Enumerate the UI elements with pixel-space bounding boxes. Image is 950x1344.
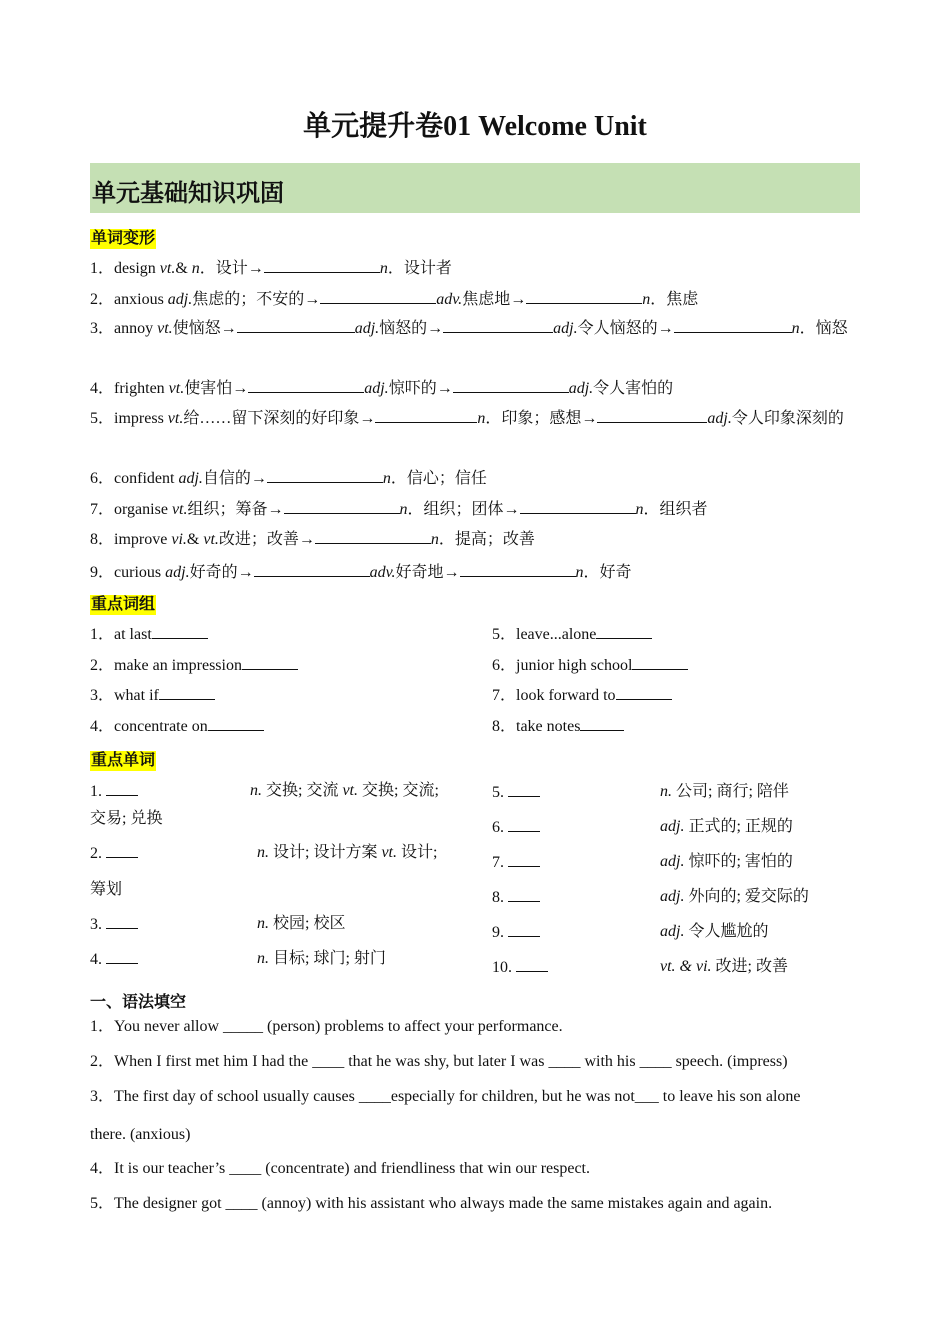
key-word-definition: vt. & vi. 改进; 改善 <box>660 958 788 975</box>
answer-blank[interactable] <box>106 949 138 964</box>
answer-blank[interactable] <box>208 716 264 731</box>
word-form-item: 7．organise vt.组织；筹备→ n．组织；团体→ n．组织者 <box>90 501 708 518</box>
key-word-definition-cont: 筹划 <box>90 881 123 898</box>
word-form-item: 8．improve vi.& vt.改进；改善→ n．提高；改善 <box>90 531 535 548</box>
answer-blank[interactable] <box>516 957 548 972</box>
answer-blank[interactable] <box>508 887 540 902</box>
key-word-definition: adj. 外向的; 爱交际的 <box>660 888 809 905</box>
answer-blank[interactable] <box>242 655 298 670</box>
answer-blank[interactable] <box>580 716 624 731</box>
answer-blank[interactable] <box>443 318 553 333</box>
key-word-item: 7. <box>492 852 540 873</box>
key-words-label: 重点单词 <box>91 752 156 769</box>
grammar-item-cont: there. (anxious) <box>90 1126 191 1143</box>
phrase-item: 8．take notes <box>492 716 624 737</box>
phrase-item: 2．make an impression <box>90 655 860 676</box>
key-word-definition-cont: 交易; 兑换 <box>90 810 163 827</box>
answer-blank[interactable] <box>159 685 215 700</box>
answer-blank[interactable] <box>248 378 364 393</box>
answer-blank[interactable]: ____ <box>548 1053 581 1070</box>
grammar-item: 4．It is our teacher’s ____ (concentrate) and friendliness that win our respect. <box>90 1160 590 1177</box>
banner-text: 单元基础知识巩固 <box>92 181 284 207</box>
word-form-item: 3．annoy vt.使恼怒→ adj.恼怒的→ adj.令人恼怒的→ n．恼怒 <box>90 320 848 337</box>
answer-blank[interactable] <box>460 562 576 577</box>
grammar-item: 5．The designer got ____ (annoy) with his assistant who always made the same mistakes again and again. <box>90 1195 773 1212</box>
phrase-item: 7．look forward to <box>492 685 672 706</box>
key-word-definition: adj. 令人尴尬的 <box>660 923 769 940</box>
key-word-definition: adj. 正式的; 正规的 <box>660 818 793 835</box>
answer-blank[interactable] <box>267 468 383 483</box>
answer-blank[interactable] <box>254 562 370 577</box>
key-word-definition: n. 目标; 球门; 射门 <box>257 950 386 967</box>
page-title: 单元提升卷01 Welcome Unit <box>303 111 647 142</box>
section-banner <box>90 163 860 213</box>
grammar-section-heading: 一、语法填空 <box>90 994 187 1011</box>
answer-blank[interactable] <box>508 782 540 797</box>
word-form-item: 2．anxious adj.焦虑的；不安的→ adv.焦虑地→ n．焦虑 <box>90 291 699 308</box>
answer-blank[interactable] <box>320 289 436 304</box>
word-form-item: 9．curious adj.好奇的→ adv.好奇地→ n．好奇 <box>90 564 632 581</box>
answer-blank[interactable] <box>264 258 380 273</box>
answer-blank[interactable]: _____ <box>223 1018 264 1035</box>
answer-blank[interactable] <box>596 624 652 639</box>
answer-blank[interactable] <box>508 817 540 832</box>
answer-blank[interactable]: ____ <box>639 1053 672 1070</box>
answer-blank[interactable] <box>152 624 208 639</box>
answer-blank[interactable] <box>674 318 792 333</box>
answer-blank[interactable] <box>520 499 636 514</box>
word-form-item: 4．frighten vt.使害怕→ adj.惊吓的→ adj.令人害怕的 <box>90 380 674 397</box>
answer-blank[interactable]: ____ <box>229 1160 262 1177</box>
key-word-definition: n. 公司; 商行; 陪伴 <box>660 783 789 800</box>
key-word-item: 10. <box>492 957 548 978</box>
key-word-item: 3. <box>90 914 138 935</box>
answer-blank[interactable] <box>375 408 477 423</box>
key-word-item: 2. <box>90 843 138 864</box>
key-word-definition: adj. 惊吓的; 害怕的 <box>660 853 793 870</box>
key-word-item: 9. <box>492 922 540 943</box>
phrase-item: 6．junior high school <box>492 655 688 676</box>
word-form-item: 5．impress vt.给……留下深刻的好印象→ n．印象；感想→ adj.令人印象深刻的 <box>90 410 844 427</box>
answer-blank[interactable] <box>632 655 688 670</box>
answer-blank[interactable] <box>508 922 540 937</box>
answer-blank[interactable] <box>315 529 431 544</box>
answer-blank[interactable] <box>106 914 138 929</box>
key-word-item: 8. <box>492 887 540 908</box>
word-forms-label: 单词变形 <box>91 230 156 247</box>
answer-blank[interactable] <box>453 378 569 393</box>
answer-blank[interactable] <box>508 852 540 867</box>
phrase-item: 3．what if <box>90 685 860 706</box>
phrase-item: 5．leave...alone <box>492 624 652 645</box>
key-word-definition: n. 校园; 校区 <box>257 915 346 932</box>
answer-blank[interactable] <box>526 289 642 304</box>
phrase-item: 4．concentrate on <box>90 716 860 737</box>
answer-blank[interactable]: ____ <box>358 1088 391 1105</box>
answer-blank[interactable] <box>106 781 138 796</box>
answer-blank[interactable]: ____ <box>312 1053 345 1070</box>
key-word-item: 6. <box>492 817 540 838</box>
answer-blank[interactable] <box>106 843 138 858</box>
key-word-item: 1. <box>90 781 138 802</box>
grammar-item: 2．When I first met him I had the ____ that he was shy, but later I was ____ with his ____ speech. (impress) <box>90 1053 788 1070</box>
grammar-item: 3．The first day of school usually causes ____especially for children, but he was not___ to leave his son alone <box>90 1088 801 1105</box>
answer-blank[interactable] <box>237 318 355 333</box>
answer-blank[interactable]: ____ <box>225 1195 258 1212</box>
key-word-definition: n. 设计; 设计方案 vt. 设计; <box>257 844 438 861</box>
key-word-item: 4. <box>90 949 138 970</box>
phrases-label: 重点词组 <box>91 596 156 613</box>
answer-blank[interactable] <box>616 685 672 700</box>
answer-blank[interactable] <box>597 408 707 423</box>
grammar-item: 1．You never allow _____ (person) problems to affect your performance. <box>90 1018 563 1035</box>
answer-blank[interactable] <box>284 499 400 514</box>
key-word-item: 5. <box>492 782 540 803</box>
word-form-item: 1．design vt.& n．设计→ n．设计者 <box>90 260 452 277</box>
key-word-definition: n. 交换; 交流 vt. 交换; 交流; <box>250 782 439 799</box>
answer-blank[interactable]: ___ <box>634 1088 659 1105</box>
word-form-item: 6．confident adj.自信的→ n．信心；信任 <box>90 470 487 487</box>
phrase-item: 1．at last <box>90 624 860 645</box>
